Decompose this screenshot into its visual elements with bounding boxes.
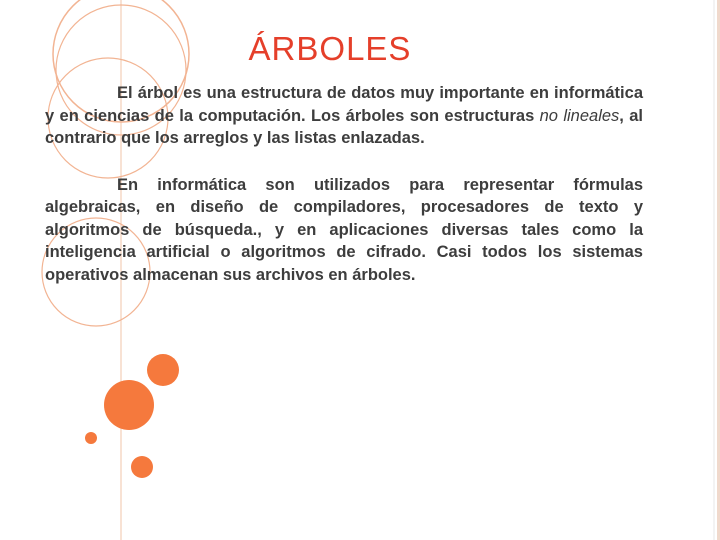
paragraph-uses: En informática son utilizados para representar fórmulas algebraicas, en diseño de compiladores, procesadores de texto y algoritmos de búsqueda., y en aplicaciones diversas tales como la inteligencia artificial o algoritmos de cifrado. Casi todos los sistemas operativos almacenan sus archivos en árboles. (45, 175, 643, 284)
slide-title: ÁRBOLES (248, 30, 412, 67)
orange-circle-large (104, 380, 154, 430)
orange-circle-small (131, 456, 153, 478)
orange-circle-medium (147, 354, 179, 386)
paragraph-definition (45, 82, 643, 150)
slide-body (45, 82, 643, 310)
slide-right-border (713, 0, 720, 540)
paragraph1-text-end: , al contrario que los arreglos y las listas enlazadas. (45, 106, 643, 147)
paragraph1-emphasis: no lineales (539, 106, 620, 125)
orange-circle-tiny (85, 432, 97, 444)
paragraph1-text-start: El árbol es una estructura de datos muy importante en informática y en ciencias de la computación. Los árboles son estructuras (45, 84, 643, 125)
